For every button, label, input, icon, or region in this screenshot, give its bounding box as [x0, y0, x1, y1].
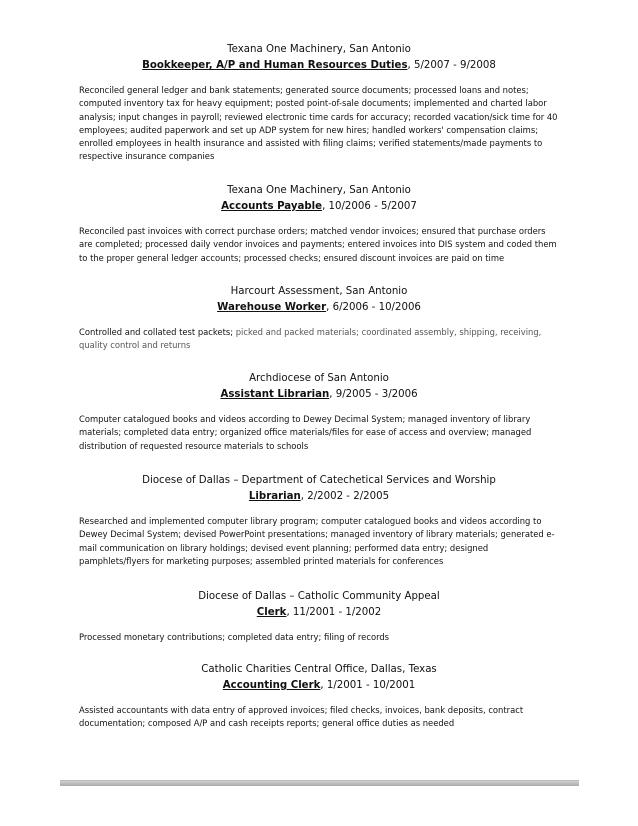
employer-name: Diocese of Dallas – Catholic Community Appeal — [198, 591, 440, 602]
job-title-line — [79, 678, 559, 694]
job-title-line — [79, 300, 559, 316]
job-description: Reconciled general ledger and bank statements; generated source documents; processed loans and notes; computed inventory tax for heavy equipment; posted point-of-sale documents; implemented and charted labor analysis; input changes in payroll; reviewed electronic time cards for accuracy; recorded vacation/sick time for 40 employees; audited paperwork and set up ADP system for new hires; handled workers' compensation claims; enrolled employees in health insurance and assisted with filing claims; verified statements/made payments to respective insurance companies — [79, 85, 558, 162]
page-divider — [60, 780, 579, 786]
job-entry — [79, 284, 559, 353]
job-entry — [79, 473, 559, 568]
job-title: Librarian — [248, 491, 301, 502]
job-dates: , 6/2006 - 10/2006 — [326, 302, 421, 313]
job-title-line — [79, 387, 559, 403]
job-title: Clerk — [256, 607, 287, 618]
job-title: Warehouse Worker — [217, 302, 327, 313]
job-title-line — [79, 489, 559, 505]
job-dates: , 9/2005 - 3/2006 — [329, 389, 418, 400]
job-title-line — [79, 199, 559, 215]
job-entry — [79, 371, 559, 453]
job-description-part: Controlled and collated test packets; — [79, 327, 234, 337]
job-description — [79, 326, 559, 353]
employer-name: Texana One Machinery, San Antonio — [227, 44, 411, 55]
job-dates: , 5/2007 - 9/2008 — [407, 60, 496, 71]
job-description: Reconciled past invoices with correct purchase orders; matched vendor invoices; ensured that purchase orders are completed; processed daily vendor invoices and payments; entered invoices into DIS system and coded them to the proper general ledger accounts; processed checks; ensured discount invoices are paid on time — [79, 226, 557, 263]
employer-name: Catholic Charities Central Office, Dallas, Texas — [201, 664, 437, 675]
job-title-line — [79, 58, 559, 74]
job-description: Assisted accountants with data entry of approved invoices; filed checks, invoices, bank deposits, contract documentation; composed A/P and cash receipts reports; general office duties as needed — [79, 705, 524, 729]
job-dates: , 1/2001 - 10/2001 — [320, 680, 416, 691]
job-entry — [79, 183, 559, 265]
job-description: Computer catalogued books and videos according to Dewey Decimal System; managed inventory of library materials; completed data entry; organized office materials/files for ease of access and overview; managed distribution of requested resource materials to schools — [79, 414, 532, 451]
job-dates: , 11/2001 - 1/2002 — [286, 607, 382, 618]
job-description: Processed monetary contributions; completed data entry; filing of records — [79, 632, 390, 642]
employer-name: Texana One Machinery, San Antonio — [227, 185, 411, 196]
job-title: Assistant Librarian — [220, 389, 330, 400]
job-title: Bookkeeper, A/P and Human Resources Duties — [142, 60, 408, 71]
job-entry — [79, 42, 559, 164]
employer-name: Harcourt Assessment, San Antonio — [230, 286, 408, 297]
job-entry — [79, 589, 559, 644]
job-dates: , 10/2006 - 5/2007 — [322, 201, 417, 212]
job-description: Researched and implemented computer library program; computer catalogued books and videos according to Dewey Decimal System; devised PowerPoint presentations; managed inventory of library materials; generated e-mail communication on library holdings; devised event planning; performed data entry; designed pamphlets/flyers for marketing purposes; assembled printed materials for conferences — [79, 516, 555, 566]
job-dates: , 2/2002 - 2/2005 — [300, 491, 390, 502]
job-title: Accounting Clerk — [222, 680, 321, 691]
job-title: Accounts Payable — [221, 201, 323, 212]
job-description-part: picked and packed materials; coordinated assembly, shipping, receiving, quality control and returns — [79, 327, 542, 351]
employer-name: Archdiocese of San Antonio — [249, 373, 389, 384]
employer-name: Diocese of Dallas – Department of Catechetical Services and Worship — [142, 475, 496, 486]
job-title-line — [79, 605, 559, 621]
job-entry — [79, 662, 559, 731]
